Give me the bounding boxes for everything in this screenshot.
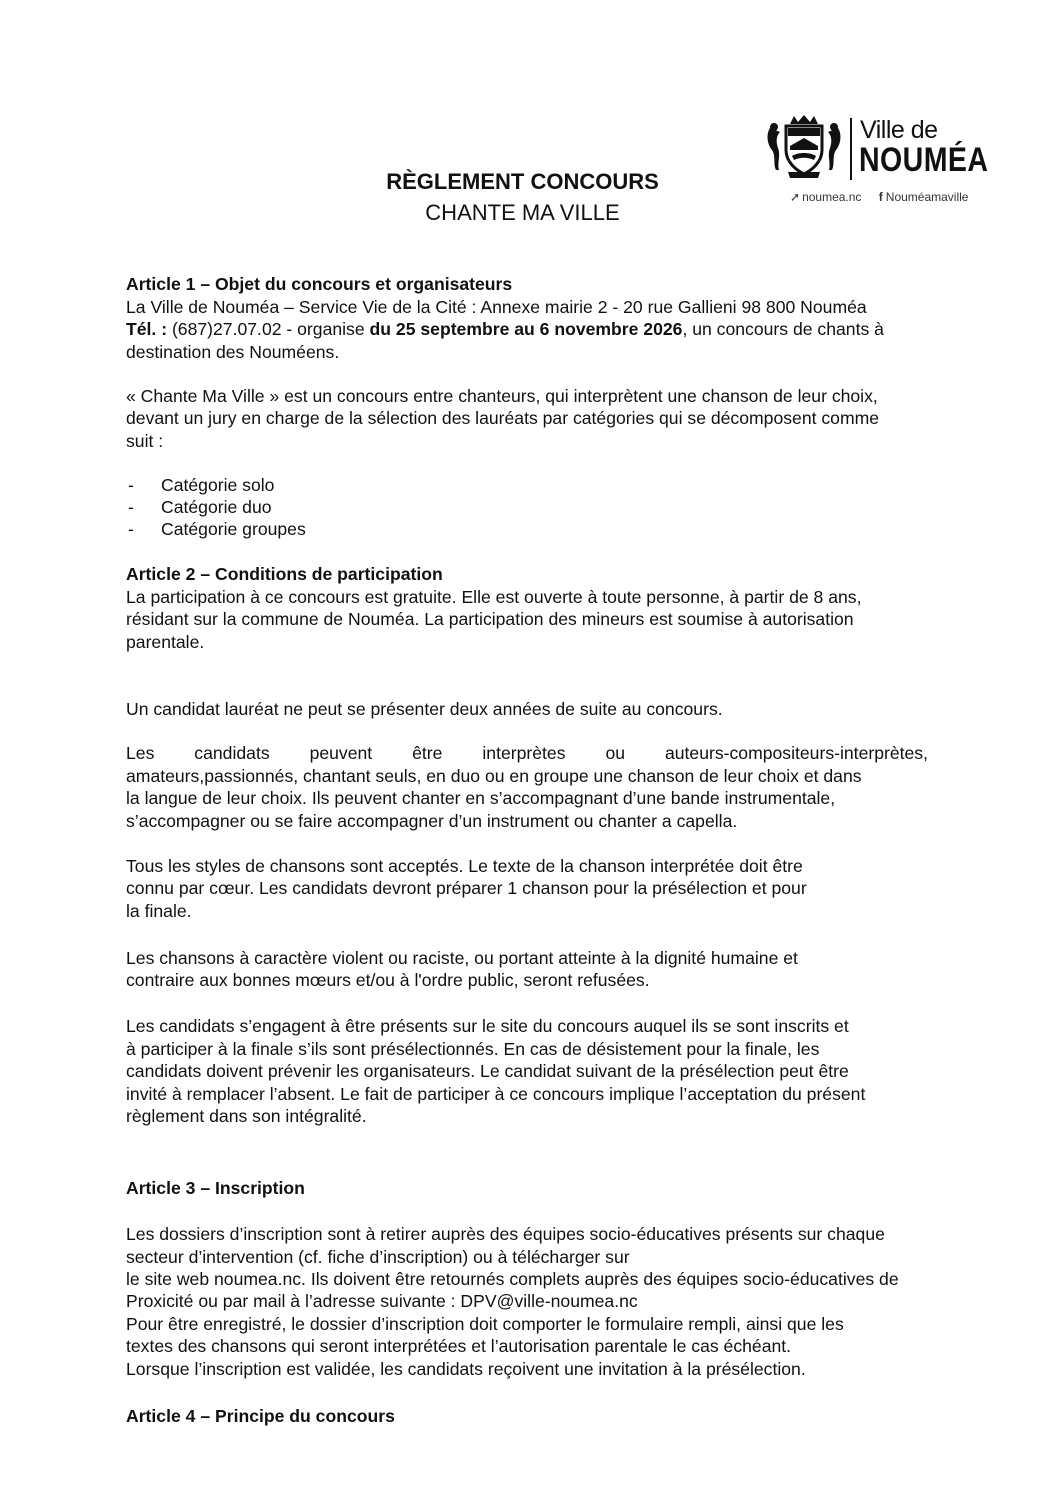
article-3-text: Lorsque l’inscription est validée, les candidats reçoivent une invitation à la présélection. — [126, 1359, 806, 1379]
article-2-text: La participation à ce concours est gratuite. Elle est ouverte à toute personne, à partir de 8 ans, — [126, 587, 862, 607]
article-2-text: parentale. — [126, 632, 205, 652]
article-2-text: amateurs,passionnés, chantant seuls, en duo ou en groupe une chanson de leur choix et dans — [126, 766, 862, 786]
facebook-link[interactable]: f Nouméamaville — [878, 190, 969, 204]
site-link[interactable]: ➚ noumea.nc — [790, 190, 862, 204]
list-bullet: - — [128, 475, 134, 495]
article-2-text: s’accompagner ou se faire accompagner d’un instrument ou chanter a capella. — [126, 811, 738, 831]
article-2-text: règlement dans son intégralité. — [126, 1106, 367, 1126]
article-2-text: Tous les styles de chansons sont acceptés. Le texte de la chanson interprétée doit être — [126, 856, 803, 876]
article-3-text: Proxicité ou par mail à l’adresse suivante : DPV@ville-noumea.nc — [126, 1291, 638, 1311]
article-2-text: Les chansons à caractère violent ou raciste, ou portant atteinte à la dignité humaine et — [126, 948, 798, 968]
list-bullet: - — [128, 497, 134, 517]
article-2-text: connu par cœur. Les candidats devront préparer 1 chanson pour la présélection et pour — [126, 878, 807, 898]
article-2-text: à participer à la finale s’ils sont présélectionnés. En cas de désistement pour la finale, les — [126, 1039, 820, 1059]
arrow-icon: ➚ — [790, 190, 801, 204]
article-3-text: Pour être enregistré, le dossier d’inscription doit comporter le formulaire rempli, ainsi que les — [126, 1314, 844, 1334]
article-1-text: « Chante Ma Ville » est un concours entre chanteurs, qui interprètent une chanson de leur choix, — [126, 386, 878, 406]
article-4-heading: Article 4 – Principe du concours — [126, 1406, 395, 1426]
article-3-text: textes des chansons qui seront interprétées et l’autorisation parentale le cas échéant. — [126, 1336, 792, 1356]
article-1-heading: Article 1 – Objet du concours et organisateurs — [126, 274, 513, 294]
article-3-text: Les dossiers d’inscription sont à retirer auprès des équipes socio-éducatives présents sur chaque — [126, 1224, 885, 1244]
article-1-text: Tél. : (687)27.07.02 - organise du 25 septembre au 6 novembre 2026, un concours de chants à — [126, 319, 884, 339]
article-3-text: le site web noumea.nc. Ils doivent être retournés complets auprès des équipes socio-éducatives de — [126, 1269, 899, 1289]
list-item: Catégorie duo — [161, 497, 272, 517]
article-1-text: suit : — [126, 431, 164, 451]
article-2-text: Les candidats peuvent être interprètes ou auteurs-compositeurs-interprètes, — [126, 743, 928, 763]
article-2-text: la langue de leur choix. Ils peuvent chanter en s’accompagnant d’une bande instrumentale, — [126, 788, 836, 808]
list-item: Catégorie groupes — [161, 519, 306, 539]
article-2-heading: Article 2 – Conditions de participation — [126, 564, 443, 584]
article-2-text: candidats doivent prévenir les organisateurs. Le candidat suivant de la présélection peut être — [126, 1061, 849, 1081]
article-3-heading: Article 3 – Inscription — [126, 1178, 305, 1198]
logo-ville-de: Ville de — [860, 116, 938, 144]
article-1-text: devant un jury en charge de la sélection des lauréats par catégories qui se décomposent comme — [126, 408, 880, 428]
logo-noumea: NOUMÉA — [859, 141, 989, 179]
article-2-text: contraire aux bonnes mœurs et/ou à l'ordre public, seront refusées. — [126, 970, 650, 990]
facebook-icon: f — [878, 190, 883, 204]
article-2-text: Un candidat lauréat ne peut se présenter deux années de suite au concours. — [126, 699, 723, 719]
document-subtitle: CHANTE MA VILLE — [425, 200, 620, 225]
article-1-text: destination des Nouméens. — [126, 342, 340, 362]
article-1-text: La Ville de Nouméa – Service Vie de la Cité : Annexe mairie 2 - 20 rue Gallieni 98 800 Nouméa — [126, 297, 867, 317]
ville-de-noumea-logo — [764, 114, 994, 210]
list-item: Catégorie solo — [161, 475, 275, 495]
article-3-text: secteur d’intervention (cf. fiche d’inscription) ou à télécharger sur — [126, 1247, 630, 1267]
article-2-text: résidant sur la commune de Nouméa. La participation des mineurs est soumise à autorisation — [126, 609, 854, 629]
article-2-text: la finale. — [126, 901, 192, 921]
article-2-text: invité à remplacer l’absent. Le fait de participer à ce concours implique l’acceptation du présent — [126, 1084, 866, 1104]
article-2-text: Les candidats s’engagent à être présents sur le site du concours auquel ils se sont inscrits et — [126, 1016, 849, 1036]
document-title: RÈGLEMENT CONCOURS — [386, 169, 659, 194]
list-bullet: - — [128, 519, 134, 539]
